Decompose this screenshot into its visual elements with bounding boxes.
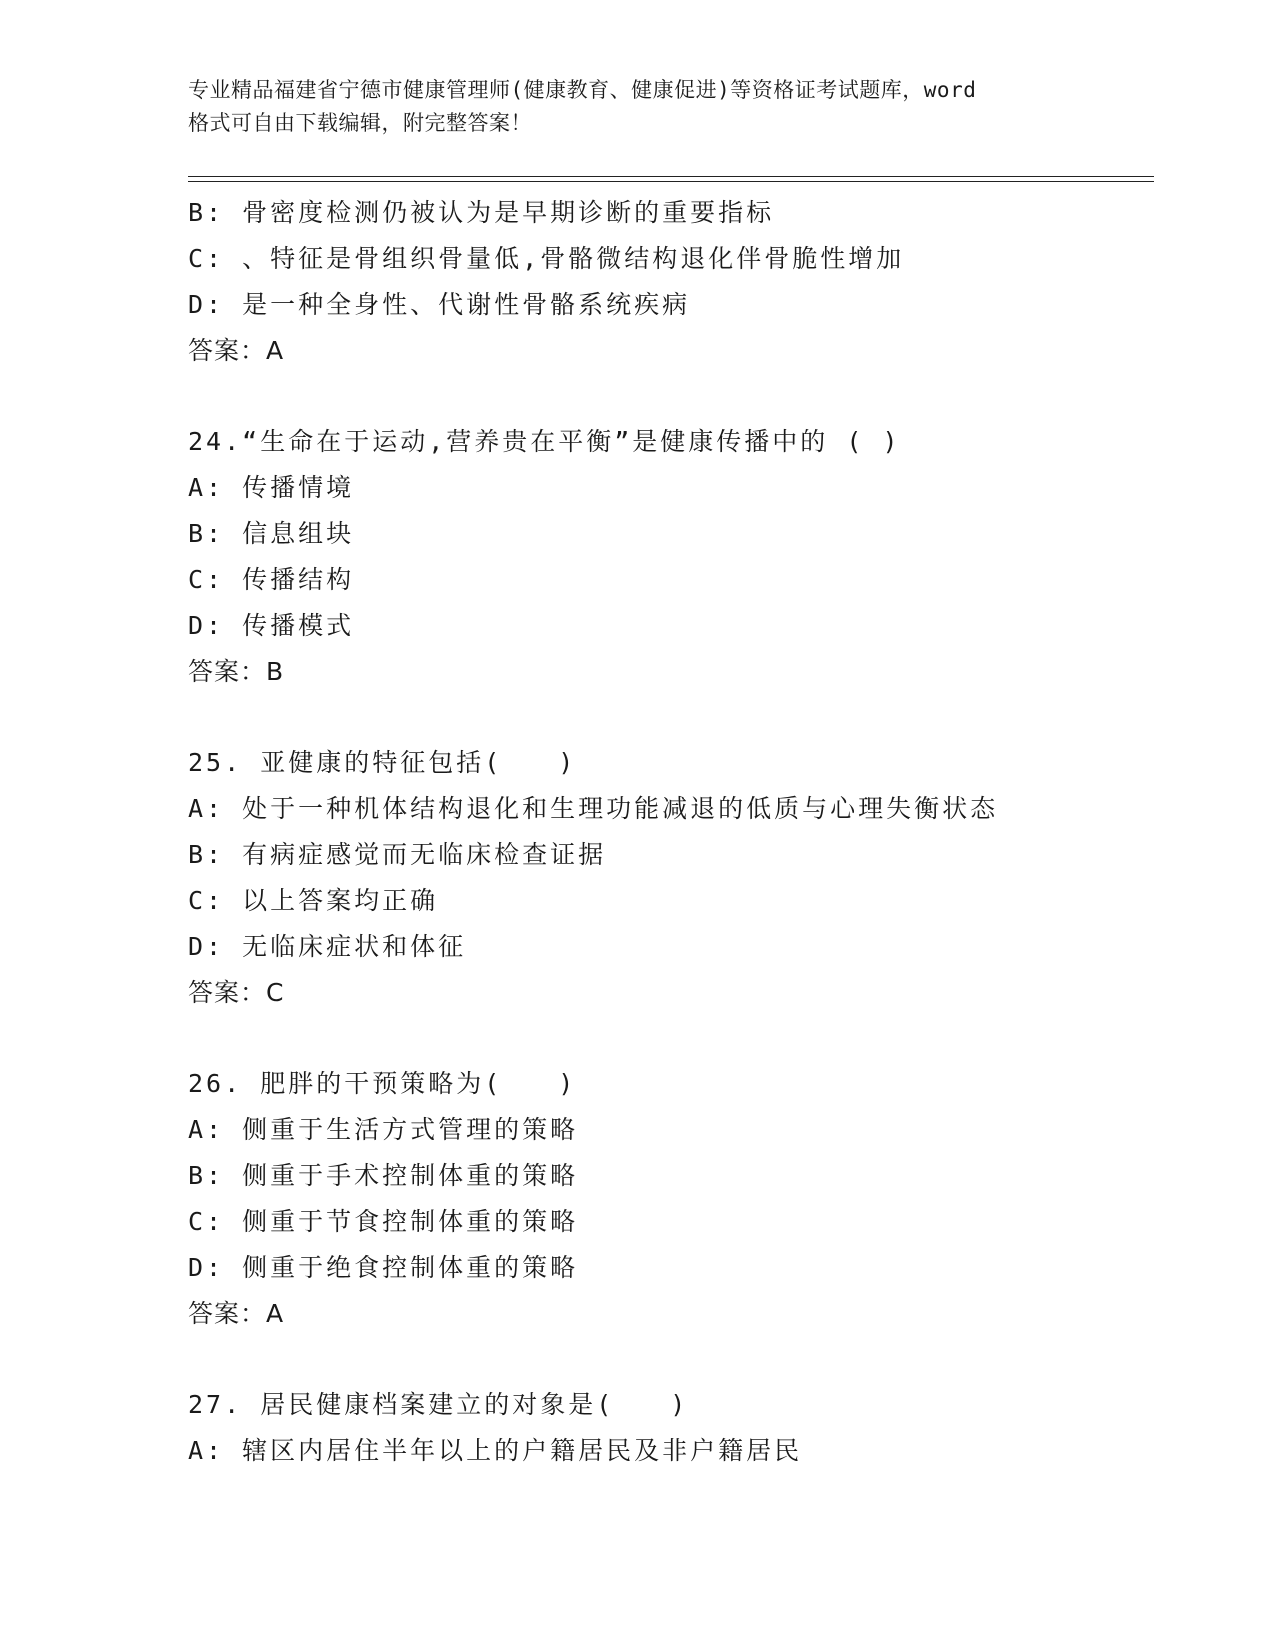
question-stem: 25. 亚健康的特征包括( ) (188, 748, 577, 777)
header-rule-bottom (188, 181, 1154, 182)
question-stem: 24.“生命在于运动,营养贵在平衡”是健康传播中的 ( ) (188, 427, 901, 456)
answer: 答案：C (188, 978, 285, 1007)
answer: 答案：B (188, 657, 285, 686)
question-block-24 (188, 419, 1148, 695)
option-b: B: 骨密度检测仍被认为是早期诊断的重要指标 (188, 198, 775, 227)
option-b: B: 信息组块 (188, 519, 355, 548)
option-a: A: 传播情境 (188, 473, 355, 502)
option-c: C: 传播结构 (188, 565, 355, 594)
option-c: C: 、特征是骨组织骨量低,骨骼微结构退化伴骨脆性增加 (188, 244, 905, 273)
option-b: B: 有病症感觉而无临床检查证据 (188, 840, 607, 869)
option-d: D: 无临床症状和体征 (188, 932, 467, 961)
header-rule-top (188, 176, 1154, 177)
option-a: A: 侧重于生活方式管理的策略 (188, 1115, 579, 1144)
question-list (188, 190, 1148, 1474)
option-b: B: 侧重于手术控制体重的策略 (188, 1161, 579, 1190)
option-c: C: 侧重于节食控制体重的策略 (188, 1207, 579, 1236)
option-d: D: 是一种全身性、代谢性骨骼系统疾病 (188, 290, 691, 319)
option-a: A: 处于一种机体结构退化和生理功能减退的低质与心理失衡状态 (188, 794, 999, 823)
header-line-1: 专业精品福建省宁德市健康管理师(健康教育、健康促进)等资格证考试题库，word (188, 78, 977, 102)
option-a: A: 辖区内居住半年以上的户籍居民及非户籍居民 (188, 1436, 803, 1465)
option-c: C: 以上答案均正确 (188, 886, 439, 915)
question-stem: 26. 肥胖的干预策略为( ) (188, 1069, 577, 1098)
question-block-25 (188, 740, 1148, 1016)
question-stem: 27. 居民健康档案建立的对象是( ) (188, 1390, 689, 1419)
answer: 答案：A (188, 1299, 285, 1328)
question-block-27 (188, 1382, 1148, 1474)
header-line-2: 格式可自由下载编辑，附完整答案！ (188, 111, 532, 135)
document-header (188, 74, 1088, 140)
question-block-23 (188, 190, 1148, 374)
option-d: D: 传播模式 (188, 611, 355, 640)
question-block-26 (188, 1061, 1148, 1337)
option-d: D: 侧重于绝食控制体重的策略 (188, 1253, 579, 1282)
answer: 答案：A (188, 336, 285, 365)
